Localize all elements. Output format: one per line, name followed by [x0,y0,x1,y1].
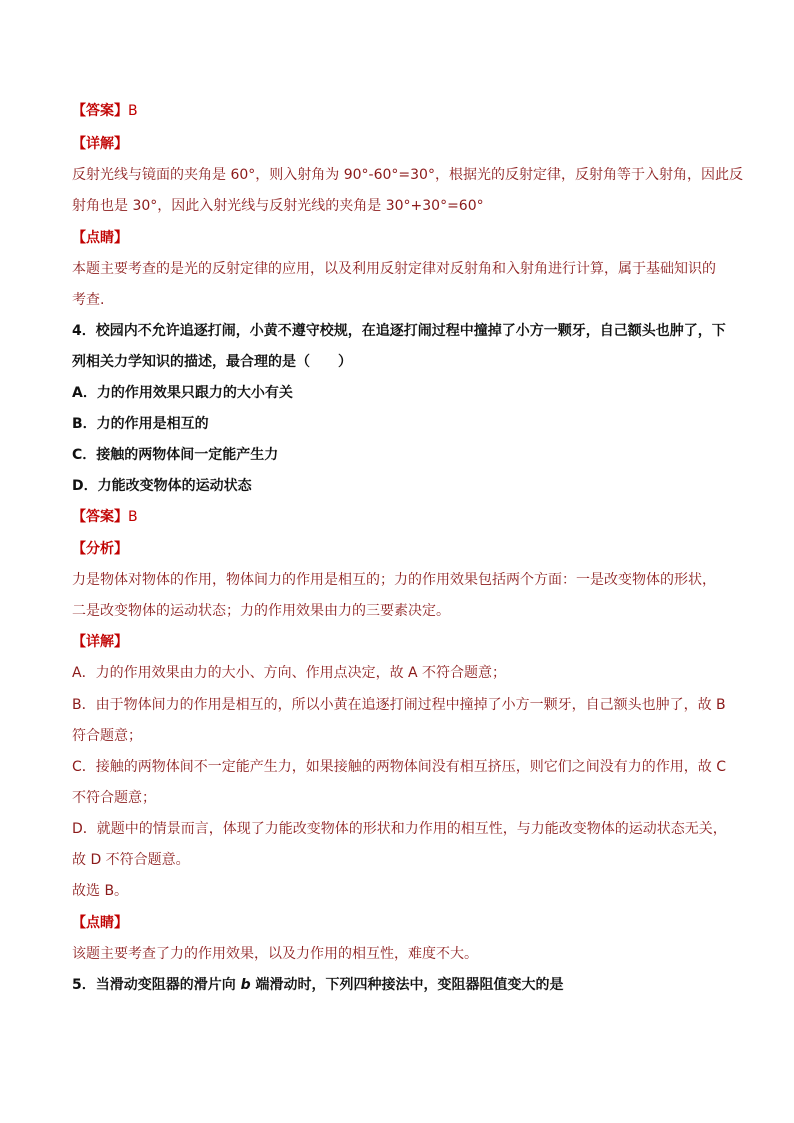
comment-tag: 【点睛】 [72,230,128,246]
answer-tag: 【答案】 [72,509,128,525]
answer-value: B [128,103,138,119]
analysis-tag: 【分析】 [72,541,128,557]
detail-line: 反射光线与镜面的夹角是 60°，则入射角为 90°-60°=30°，根据光的反射定律，反射角等于入射角，因此反 [72,167,743,183]
answer-line [72,507,138,527]
detail-tag: 【详解】 [72,136,128,152]
question-stem: 4．校园内不允许追逐打闹，小黄不遵守校规，在追逐打闹过程中撞掉了小方一颗牙，自己额头也肿了，下 [72,323,726,339]
answer-tag: 【答案】 [72,103,128,119]
detail-line: C．接触的两物体间不一定能产生力，如果接触的两物体间没有相互挤压，则它们之间没有力的作用，故 C [72,759,726,775]
comment-line: 该题主要考查了力的作用效果，以及力作用的相互性，难度不大。 [72,946,478,962]
comment-line: 本题主要考查的是光的反射定律的应用，以及利用反射定律对反射角和入射角进行计算，属于基础知识的 [72,261,716,277]
question-stem: 列相关力学知识的描述，最合理的是（ ） [72,354,352,370]
answer-line [72,101,138,121]
detail-line: 符合题意； [72,728,142,744]
question-stem [72,975,564,995]
option-d: D．力能改变物体的运动状态 [72,478,252,494]
comment-tag: 【点睛】 [72,915,128,931]
answer-value: B [128,509,138,525]
analysis-line: 力是物体对物体的作用，物体间力的作用是相互的；力的作用效果包括两个方面：一是改变物体的形状， [72,572,716,588]
detail-line: D．就题中的情景而言，体现了力能改变物体的形状和力作用的相互性，与力能改变物体的运动状态无关， [72,821,727,837]
stem-suffix: 端滑动时，下列四种接法中，变阻器阻值变大的是 [250,977,564,993]
detail-line: A．力的作用效果由力的大小、方向、作用点决定，故 A 不符合题意； [72,665,507,681]
stem-variable: b [240,977,251,993]
detail-line: 射角也是 30°，因此入射光线与反射光线的夹角是 30°+30°=60° [72,198,484,214]
option-b: B．力的作用是相互的 [72,416,209,432]
option-c: C．接触的两物体间一定能产生力 [72,447,279,463]
detail-line: 不符合题意； [72,790,156,806]
detail-tag: 【详解】 [72,634,128,650]
stem-prefix: 5．当滑动变阻器的滑片向 [72,977,241,993]
detail-line: 故选 B。 [72,883,129,899]
option-a: A．力的作用效果只跟力的大小有关 [72,385,293,401]
comment-line: 考查. [72,292,105,308]
detail-line: B．由于物体间力的作用是相互的，所以小黄在追逐打闹过程中撞掉了小方一颗牙，自己额头也肿了，故 B [72,697,726,713]
detail-line: 故 D 不符合题意。 [72,852,190,868]
analysis-line: 二是改变物体的运动状态；力的作用效果由力的三要素决定。 [72,603,450,619]
